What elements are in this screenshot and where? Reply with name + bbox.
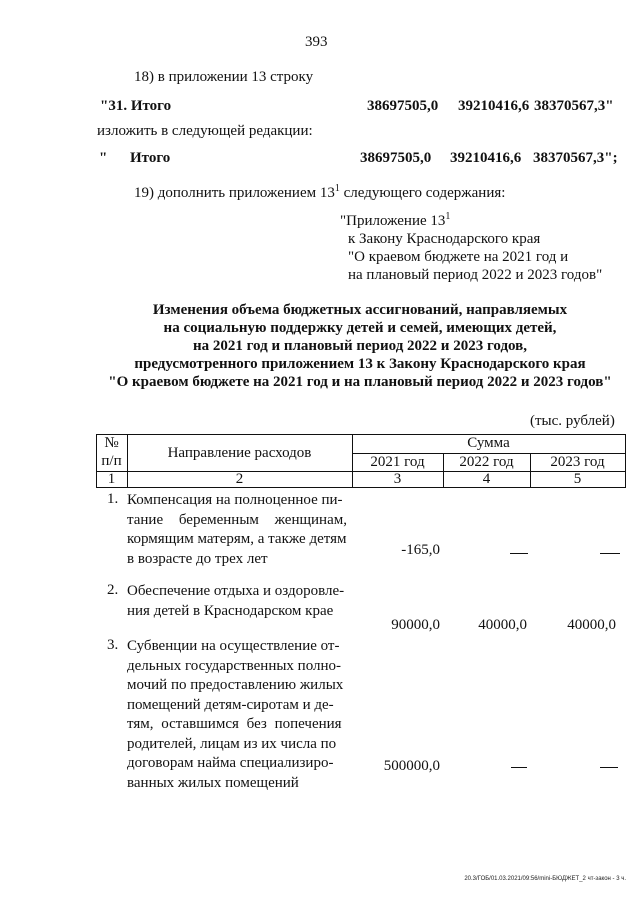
appendix-line2: к Закону Краснодарского края <box>348 231 541 247</box>
row-number: 3. <box>107 637 119 653</box>
new-row-2023: 38370567,3"; <box>533 150 618 166</box>
page-number: 393 <box>305 34 328 50</box>
row-value-2021: -165,0 <box>401 542 440 558</box>
appendix-line3: "О краевом бюджете на 2021 год и <box>348 249 569 265</box>
colnum-5: 5 <box>573 471 582 487</box>
row-number: 2. <box>107 582 119 598</box>
new-row-2021: 38697505,0 <box>360 150 432 166</box>
row-description: Компенсация на полноценное пи- тание беременным женщинам, кормящим матерям, а также детям в возрасте до трех лет <box>127 492 347 567</box>
row-value-2022-dash <box>511 767 527 768</box>
header-2023: 2023 год <box>550 454 605 470</box>
header-num-line2: п/п <box>101 453 122 469</box>
header-sum: Сумма <box>467 435 510 451</box>
title-line4: предусмотренного приложением 13 к Закону Краснодарского края <box>134 356 586 372</box>
footer-stamp: 20.3/ГОБ/01.03.2021/09:56/mini-БЮДЖЕТ_2 чт-закон - 3 ч. <box>464 876 626 882</box>
row-description: Обеспечение отдыха и оздоровле- ния детей в Краснодарском крае <box>127 583 345 619</box>
row-value-2021: 500000,0 <box>383 758 440 774</box>
new-row-quote: " <box>99 150 108 166</box>
title-line2: на социальную поддержку детей и семей, имеющих детей, <box>163 320 557 336</box>
old-row-2022: 39210416,6 <box>458 98 530 114</box>
appendix-line1: "Приложение $13^1$ <box>340 211 451 229</box>
row-description: Субвенции на осуществление от- дельных государственных полно- мочий по предоставлению жилых помещений детям-сиротам и де- тям, оставшимся без попечения родителей, лицам из их числа по договорам найма специализиро- ванных жилых помещений <box>127 638 344 791</box>
units-label: (тыс. рублей) <box>530 413 615 429</box>
row-number: 1. <box>107 491 119 507</box>
item18-intro: 18) в приложении 13 строку <box>134 69 314 85</box>
colnum-3: 3 <box>393 471 402 487</box>
header-num-line1: № <box>104 435 119 451</box>
row-value-2023-dash <box>600 767 618 768</box>
title-line3: на 2021 год и плановый период 2022 и 2023 годов, <box>192 338 528 354</box>
old-row-2023: 38370567,3" <box>534 98 614 114</box>
item19-intro: 19) дополнить приложением $13^1$ следующего содержания: <box>134 183 506 201</box>
appendix-line4: на плановый период 2022 и 2023 годов" <box>348 267 603 283</box>
colnum-4: 4 <box>482 471 491 487</box>
old-row-label: "31. Итого <box>100 98 172 114</box>
title-line5: "О краевом бюджете на 2021 год и на плановый период 2022 и 2023 годов" <box>108 374 612 390</box>
header-2022: 2022 год <box>459 454 514 470</box>
row-value-2022: 40000,0 <box>478 617 527 633</box>
document-title <box>95 301 625 391</box>
row-value-2021: 90000,0 <box>391 617 440 633</box>
row-value-2023-dash <box>600 553 620 554</box>
new-row-label: Итого <box>130 150 171 166</box>
old-row-2021: 38697505,0 <box>367 98 439 114</box>
header-2021: 2021 год <box>370 454 425 470</box>
row-value-2023: 40000,0 <box>567 617 616 633</box>
item18-restate: изложить в следующей редакции: <box>97 123 313 139</box>
header-direction: Направление расходов <box>167 445 312 461</box>
colnum-1: 1 <box>107 471 116 487</box>
colnum-2: 2 <box>235 471 244 487</box>
title-line1: Изменения объема бюджетных ассигнований, направляемых <box>152 302 568 318</box>
row-value-2022-dash <box>510 553 528 554</box>
appendix-header <box>340 208 602 284</box>
new-row-2022: 39210416,6 <box>450 150 522 166</box>
